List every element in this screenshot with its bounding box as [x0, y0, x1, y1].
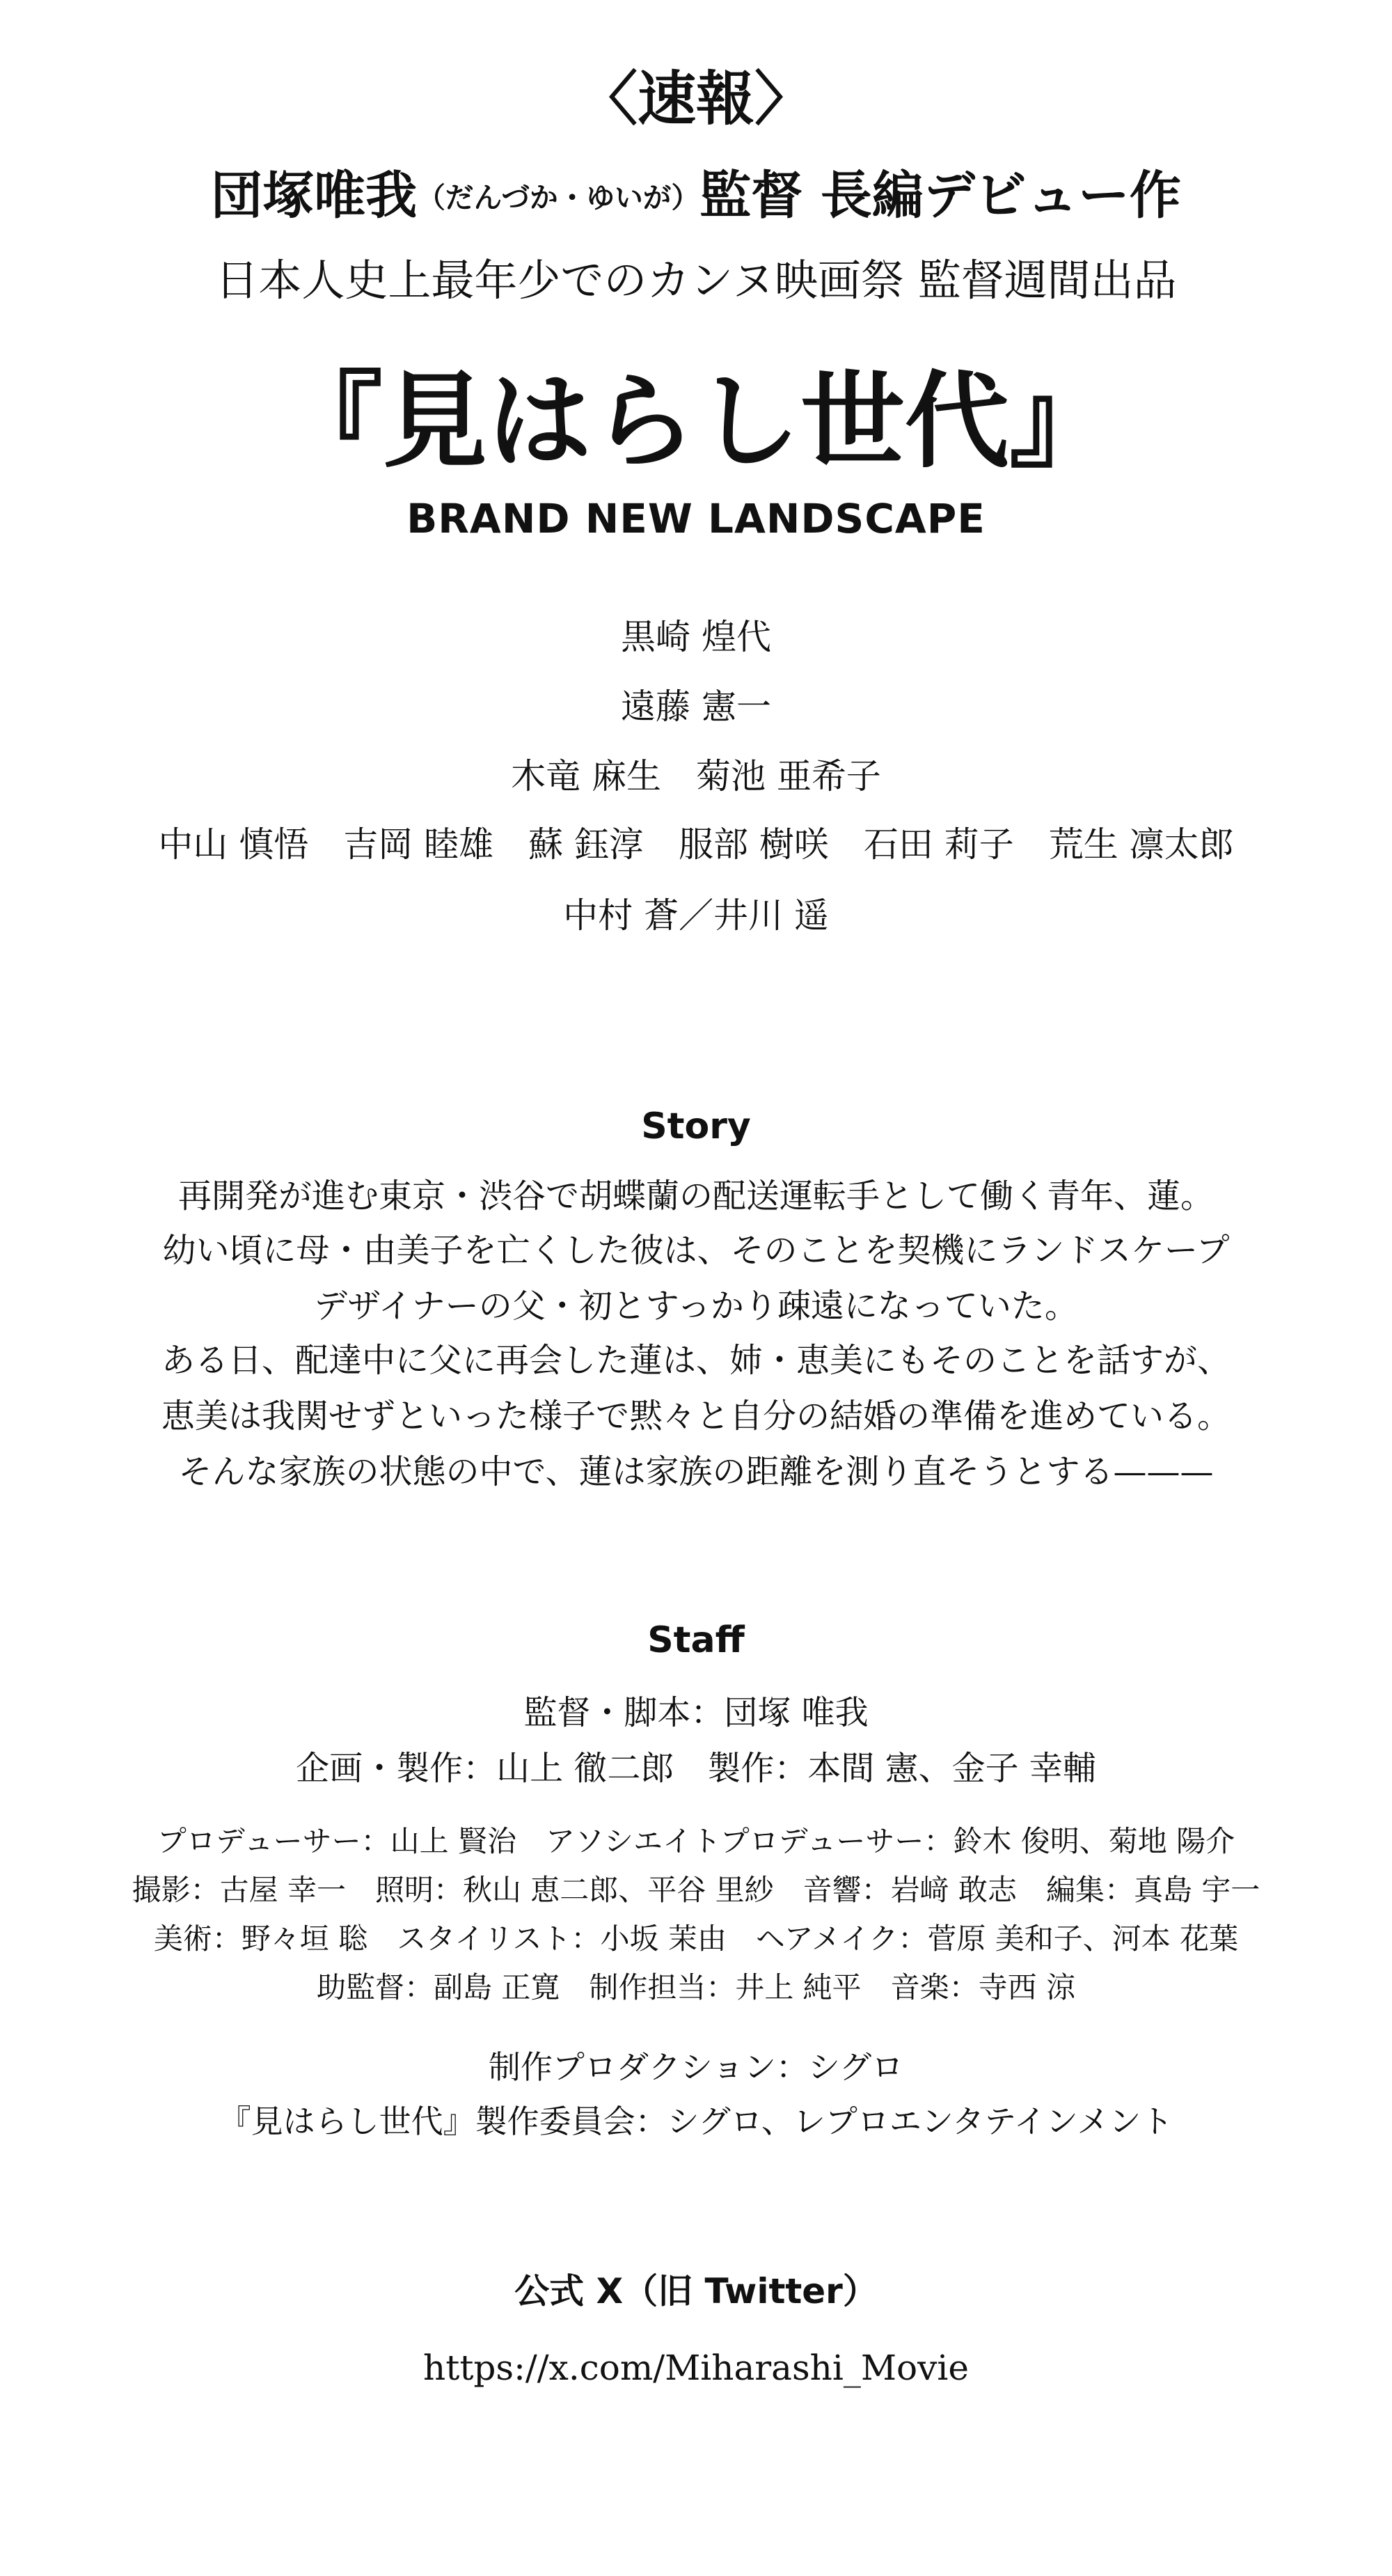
cast-line: 木竜 麻生 菊池 亜希子 [511, 756, 881, 796]
staff-line: 助監督：副島 正寛 制作担当：井上 純平 音楽：寺西 涼 [316, 1970, 1076, 2004]
cast-line: 中村 蒼／井川 遥 [563, 895, 829, 936]
debut-label: 監督 長編デビュー作 [699, 166, 1181, 226]
production-company-line: 制作プロダクション：シグロ [488, 2048, 904, 2086]
cast-line: 遠藤 憲一 [621, 686, 771, 727]
story-line: ある日、配達中に父に再会した蓮は、姉・恵美にもそのことを話すが、 [161, 1341, 1231, 1380]
sns-link[interactable]: https://x.com/Miharashi_Movie [423, 2348, 969, 2388]
story-line: 幼い頃に母・由美子を亡くした彼は、そのことを契機にランドスケープ [162, 1231, 1230, 1270]
staff-line: 美術：野々垣 聡 スタイリスト：小坂 茉由 ヘアメイク：菅原 美和子、河本 花葉 [153, 1922, 1239, 1956]
director-headline [0, 166, 1392, 226]
staff-line: 監督・脚本：団塚 唯我 [523, 1693, 869, 1732]
breaking-news-label: 〈速報〉 [578, 64, 813, 133]
story-line: そんな家族の状態の中で、蓮は家族の距離を測り直そうとする——— [178, 1452, 1214, 1491]
story-heading: Story [641, 1106, 751, 1147]
cast-line: 中山 慎悟 吉岡 睦雄 蘇 鈺淳 服部 樹咲 石田 莉子 荒生 凛太郎 [158, 824, 1234, 865]
staff-heading: Staff [647, 1619, 745, 1661]
staff-line: 撮影：古屋 幸一 照明：秋山 恵二郎、平谷 里紗 音響：岩﨑 敢志 編集：真島 宇一 [132, 1873, 1260, 1907]
story-line: デザイナーの父・初とすっかり疎遠になっていた。 [314, 1287, 1078, 1326]
film-title: 『見はらし世代』 [278, 360, 1114, 482]
story-line: 恵美は我関せずといった様子で黙々と自分の結婚の準備を進めている。 [161, 1397, 1231, 1436]
story-line: 再開発が進む東京・渋谷で胡蝶蘭の配送運転手として働く青年、蓮。 [177, 1177, 1214, 1216]
film-title-english: BRAND NEW LANDSCAPE [406, 495, 986, 542]
sns-heading: 公式 X（旧 Twitter） [514, 2271, 878, 2311]
director-reading: （だんづか・ゆいが） [417, 180, 700, 214]
cannes-headline: 日本人史上最年少でのカンヌ映画祭 監督週間出品 [215, 255, 1177, 306]
staff-line: 企画・製作：山上 徹二郎 製作：本間 憲、金子 幸輔 [296, 1749, 1096, 1788]
production-committee-line: 『見はらし世代』製作委員会：シグロ、レプロエンタテインメント [219, 2103, 1173, 2140]
staff-line: プロデューサー：山上 賢治 アソシエイトプロデューサー：鈴木 俊明、菊地 陽介 [157, 1824, 1235, 1858]
cast-line: 黒崎 煌代 [621, 617, 771, 657]
director-name: 団塚唯我 [211, 166, 418, 226]
